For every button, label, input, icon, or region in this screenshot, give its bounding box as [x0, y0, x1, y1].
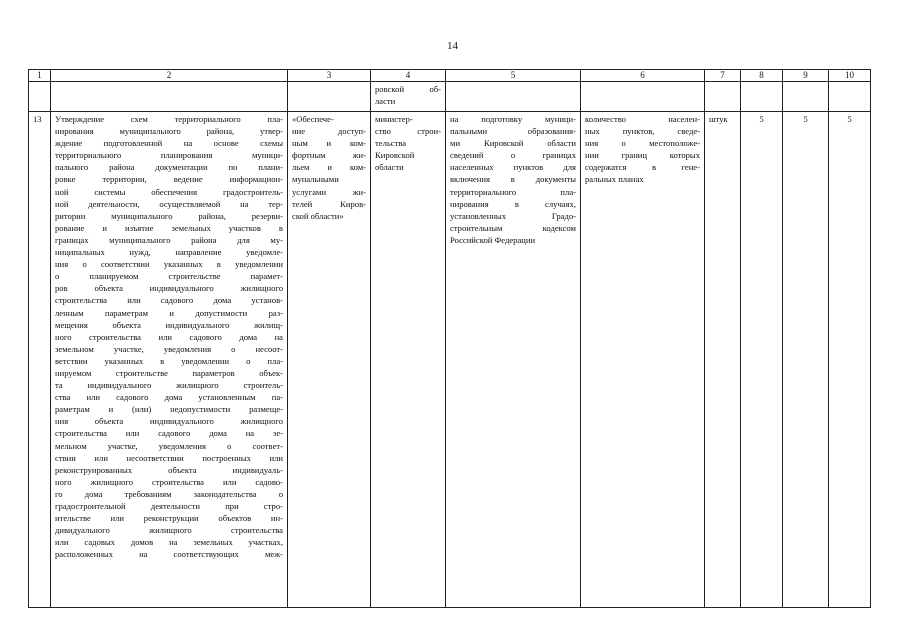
text-line: ным и ком-	[292, 138, 366, 149]
text-line: «Обеспече-	[292, 114, 334, 124]
text-line: ствии или несоответствии построенных или	[55, 452, 283, 463]
text-line: ласти	[375, 96, 396, 107]
column-header: 9	[783, 70, 829, 82]
text-line: включения в документы	[450, 174, 576, 185]
text-line: ровке территории, ведение информацион-	[55, 174, 283, 185]
text-line: услугами жи-	[292, 186, 366, 197]
text-line: ство строи-	[375, 126, 441, 137]
text-line: ской области»	[292, 210, 344, 221]
text-line: ного строительства или садового дома на	[55, 331, 283, 342]
text-line: нирования в случаях,	[450, 198, 576, 209]
text-line: пальными образования-	[450, 126, 576, 137]
text-line: ние доступ-	[292, 126, 366, 137]
program-cell	[288, 112, 371, 608]
text-line: дивидуального жилищного строительства	[55, 525, 283, 536]
row-number: 13	[29, 112, 51, 608]
text-line: строительства или садового дома на зе-	[55, 428, 283, 439]
text-line: строительным кодексом	[450, 222, 576, 233]
text-line: ниципальных нужд, направление уведомле-	[55, 247, 283, 258]
text-line: министер-	[375, 114, 413, 124]
text-line: ровской об-	[375, 84, 441, 94]
text-line: ленным параметрам и допустимости раз-	[55, 307, 283, 318]
column-header: 2	[51, 70, 288, 82]
text-line: ральных планах	[585, 174, 644, 185]
column-number-row	[29, 70, 871, 82]
column-header: 3	[288, 70, 371, 82]
text-line: территориального пла-	[450, 186, 576, 197]
text-line: ства или садового дома установленным па-	[55, 392, 283, 403]
text-line: льем и ком-	[292, 162, 366, 173]
purpose-cell	[446, 112, 581, 608]
column-header: 6	[581, 70, 705, 82]
continuation-cell	[371, 82, 446, 112]
text-line: сведений о границах	[450, 150, 576, 161]
value-10-cell: 5	[829, 112, 871, 608]
text-line: нии границ которых	[585, 150, 700, 161]
column-header: 4	[371, 70, 446, 82]
text-line: ного жилищного строительства или садово-	[55, 476, 283, 487]
value-9-cell: 5	[783, 112, 829, 608]
text-line: или садовых домов на земельных участках,	[55, 537, 283, 548]
column-header: 1	[29, 70, 51, 82]
column-header: 5	[446, 70, 581, 82]
text-line: содержатся в гене-	[585, 162, 700, 173]
text-line: пального района документации по плани-	[55, 162, 283, 173]
continuation-row	[29, 82, 871, 112]
text-line: земельном участке, уведомления о несоот-	[55, 343, 283, 354]
page-number: 14	[447, 40, 458, 52]
text-line: ния объекта индивидуального жилищного	[55, 416, 283, 427]
text-line: расположенных на соответствующих меж-	[55, 549, 283, 560]
value-8-cell: 5	[741, 112, 783, 608]
column-header: 8	[741, 70, 783, 82]
text-line: ритории муниципального района, резерви-	[55, 210, 283, 221]
text-line: населенных пунктов для	[450, 162, 576, 173]
data-table	[28, 69, 871, 608]
text-line: ительстве или реконструкции объектов ин-	[55, 513, 283, 524]
text-line: установленных Градо-	[450, 210, 576, 221]
text-line: границах муниципального района для му-	[55, 234, 283, 245]
text-line: мещения объекта индивидуального жилищ-	[55, 319, 283, 330]
column-header: 10	[829, 70, 871, 82]
text-line: раметрам и (или) недопустимости размеще-	[55, 404, 283, 415]
text-line: го дома требованиям законодательства о	[55, 488, 283, 499]
text-line: ния о местоположе-	[585, 138, 700, 149]
description-cell	[51, 112, 288, 608]
text-line: рование и изъятие земельных участков в	[55, 222, 283, 233]
text-line: мельном участке, уведомления о соответ-	[55, 440, 283, 451]
text-line: нируемом строительстве параметров объек-	[55, 367, 283, 378]
text-line: ной деятельности, осуществляемой на тер-	[55, 198, 283, 209]
text-line: ми Кировской области	[450, 138, 576, 149]
column-header: 7	[705, 70, 741, 82]
text-line: та индивидуального жилищного строитель-	[55, 380, 283, 391]
indicator-cell	[581, 112, 705, 608]
text-line: ных пунктов, сведе-	[585, 126, 700, 137]
unit-cell: штук	[705, 112, 741, 608]
text-line: ветствии указанных в уведомлении о пла-	[55, 355, 283, 366]
text-line: реконструированных объекта индивидуаль-	[55, 464, 283, 475]
text-line: телей Киров-	[292, 198, 366, 209]
text-line: количество населен-	[585, 114, 700, 124]
executor-cell	[371, 112, 446, 608]
text-line: ной системы обеспечения градостроитель-	[55, 186, 283, 197]
text-line: строительства или садового дома установ-	[55, 295, 283, 306]
text-line: ния о соответствии указанных в уведомлении	[55, 259, 283, 270]
text-line: тельства	[375, 138, 407, 149]
text-line: фортным жи-	[292, 150, 366, 161]
text-line: территориального планирования муници-	[55, 150, 283, 161]
text-line: мунальными	[292, 174, 339, 185]
text-line: на подготовку муници-	[450, 114, 576, 124]
text-line: градостроительной деятельности при стро-	[55, 501, 283, 511]
text-line: нирования муниципального района, утвер-	[55, 126, 283, 137]
text-line: ждение подготовленной на основе схемы	[55, 138, 283, 149]
text-line: области	[375, 162, 404, 173]
text-line: ров объекта индивидуального жилищного	[55, 283, 283, 294]
table-row	[29, 112, 871, 608]
text-line: Кировской	[375, 150, 415, 161]
text-line: Российской Федерации	[450, 234, 536, 245]
text-line: Утверждение схем территориального пла-	[55, 114, 283, 124]
text-line: о планируемом строительстве парамет-	[55, 271, 283, 282]
